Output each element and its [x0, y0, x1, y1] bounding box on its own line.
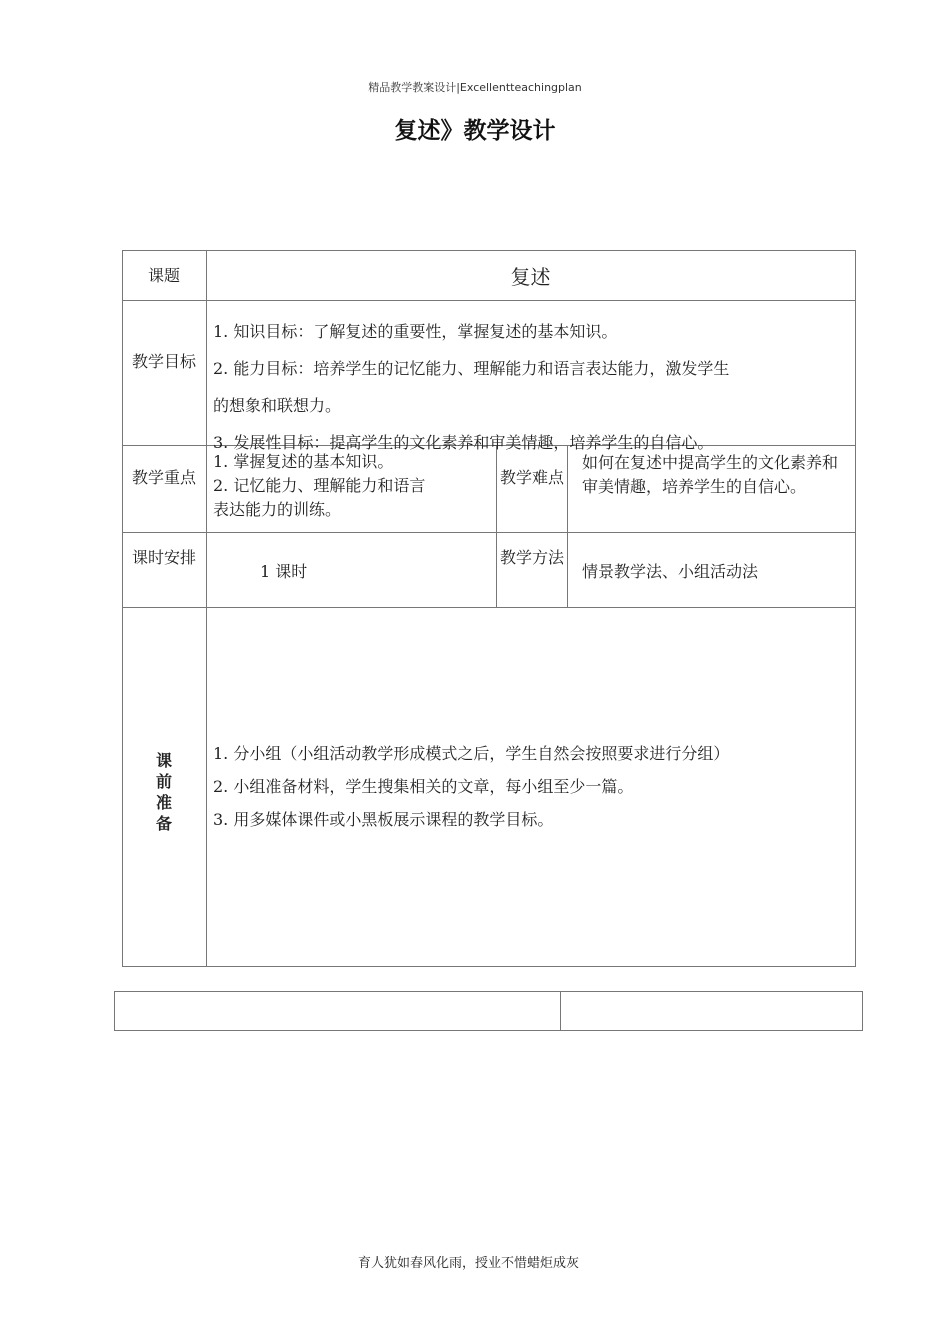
topic-value: 复述 [510, 265, 551, 289]
difficulty-label: 教学难点 [500, 468, 565, 487]
preparation-label: 课前准备 [155, 751, 172, 833]
topic-label: 课题 [147, 266, 180, 285]
footer-motto: 育人犹如春风化雨，授业不惜蜡炬成灰 [358, 1256, 580, 1271]
preparation-line: 2. 小组准备材料，学生搜集相关的文章，每小组至少一篇。 [213, 777, 634, 796]
objective-line: 的想象和联想力。 [213, 396, 342, 415]
key-points-label: 教学重点 [131, 468, 196, 487]
key-point-line: 表达能力的训练。 [213, 500, 342, 519]
objectives-label: 教学目标 [131, 352, 196, 371]
schedule-label: 课时安排 [131, 548, 196, 567]
preparation-list [213, 737, 853, 836]
difficulty-value: 如何在复述中提高学生的文化素养和审美情趣，培养学生的自信心。 [582, 453, 839, 496]
document-title: 复述》教学设计 [394, 118, 556, 144]
key-point-line: 2. 记忆能力、理解能力和语言 [213, 476, 426, 495]
method-label: 教学方法 [500, 548, 565, 567]
objective-line: 3. 发展性目标：提高学生的文化素养和审美情趣，培养学生的自信心。 [213, 433, 714, 452]
method-value: 情景教学法、小组活动法 [582, 562, 759, 581]
key-point-line: 1. 掌握复述的基本知识。 [213, 452, 394, 471]
objective-line: 1. 知识目标：了解复述的重要性，掌握复述的基本知识。 [213, 322, 618, 341]
schedule-value: 1 课时 [260, 562, 308, 581]
preparation-line: 1. 分小组（小组活动教学形成模式之后，学生自然会按照要求进行分组） [213, 744, 730, 763]
objectives-list [213, 313, 853, 461]
objective-line: 2. 能力目标：培养学生的记忆能力、理解能力和语言表达能力，激发学生 [213, 359, 730, 378]
running-header: 精品教学教案设计|Excellentteachingplan [368, 81, 582, 94]
preparation-line: 3. 用多媒体课件或小黑板展示课程的教学目标。 [213, 810, 554, 829]
key-points-list [213, 450, 493, 522]
